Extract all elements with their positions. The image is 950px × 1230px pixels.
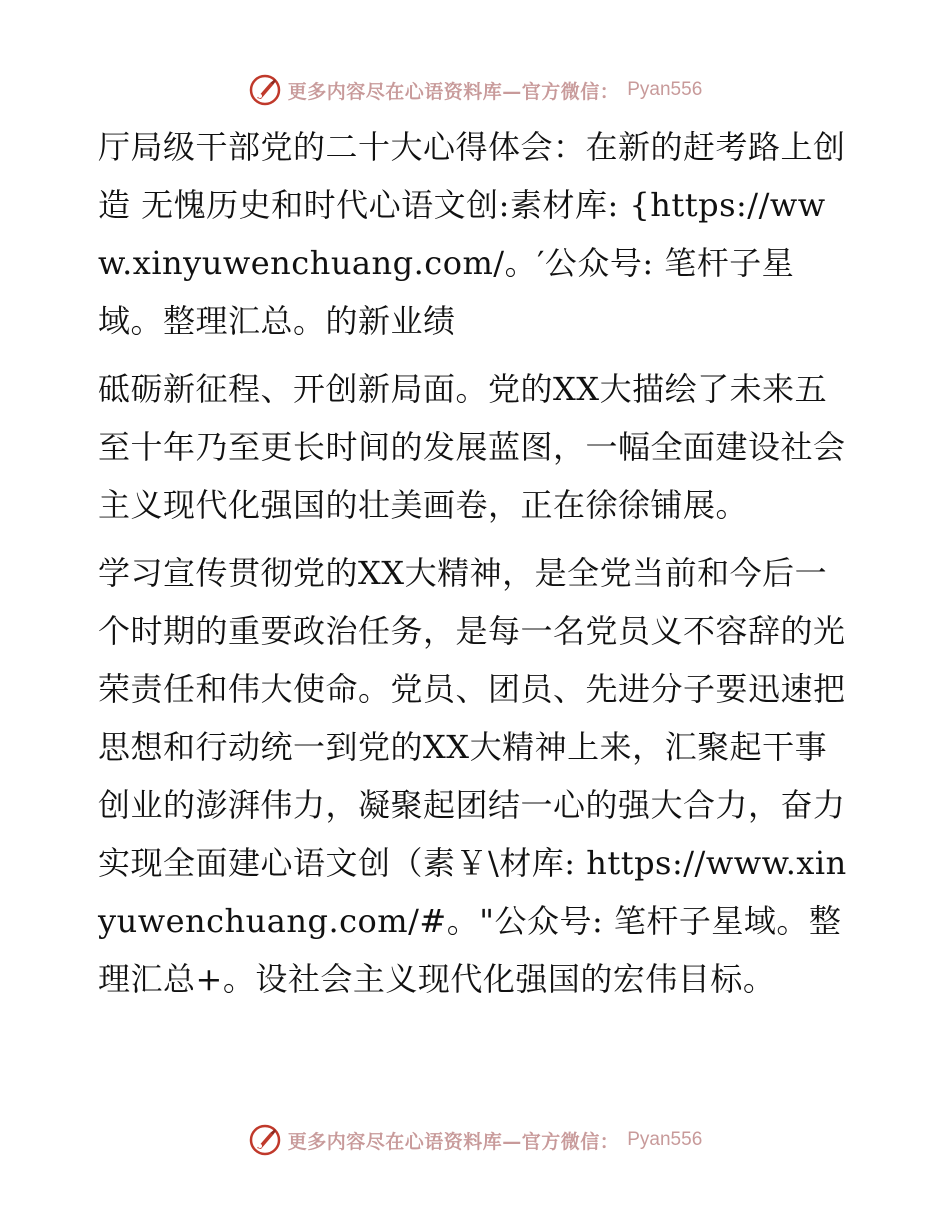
footer-banner [0,1120,950,1160]
header-banner [0,70,950,110]
header-banner-text: 更多内容尽在心语资料库—官方微信： [287,80,620,103]
document-body [98,118,858,1018]
quill-logo-icon [248,1123,282,1157]
footer-banner-content [248,1123,703,1157]
paragraph-2: 砥砺新征程、开创新局面。党的XX大描绘了未来五至十年乃至更长时间的发展蓝图，一幅全面建设社会主义现代化强国的壮美画卷，正在徐徐铺展。 [98,370,846,524]
header-banner-id: Pyan556 [627,79,703,100]
footer-banner-id: Pyan556 [627,1129,703,1150]
footer-banner-text: 更多内容尽在心语资料库—官方微信： [287,1130,620,1153]
paragraph-title: 厅局级干部党的二十大心得体会：在新的赶考路上创造 无愧历史和时代心语文创:素材库: {https://www.xinyuwenchuang.com/。′公众号: 笔杆子星域。整理汇总。的新业绩 [98,128,846,340]
quill-logo-icon [248,73,282,107]
paragraph-3: 学习宣传贯彻党的XX大精神，是全党当前和今后一个时期的重要政治任务，是每一名党员义不容辞的光荣责任和伟大使命。党员、团员、先进分子要迅速把思想和行动统一到党的XX大精神上来，汇聚起干事创业的澎湃伟力，凝聚起团结一心的强大合力，奋力实现全面建心语文创（素￥\材库: https://www.xinyuwenchuang.com/#。"公众号: 笔杆子星域。整理汇总+。设社会主义现代化强国的宏伟目标。 [98,554,847,998]
header-banner-content [248,73,703,107]
